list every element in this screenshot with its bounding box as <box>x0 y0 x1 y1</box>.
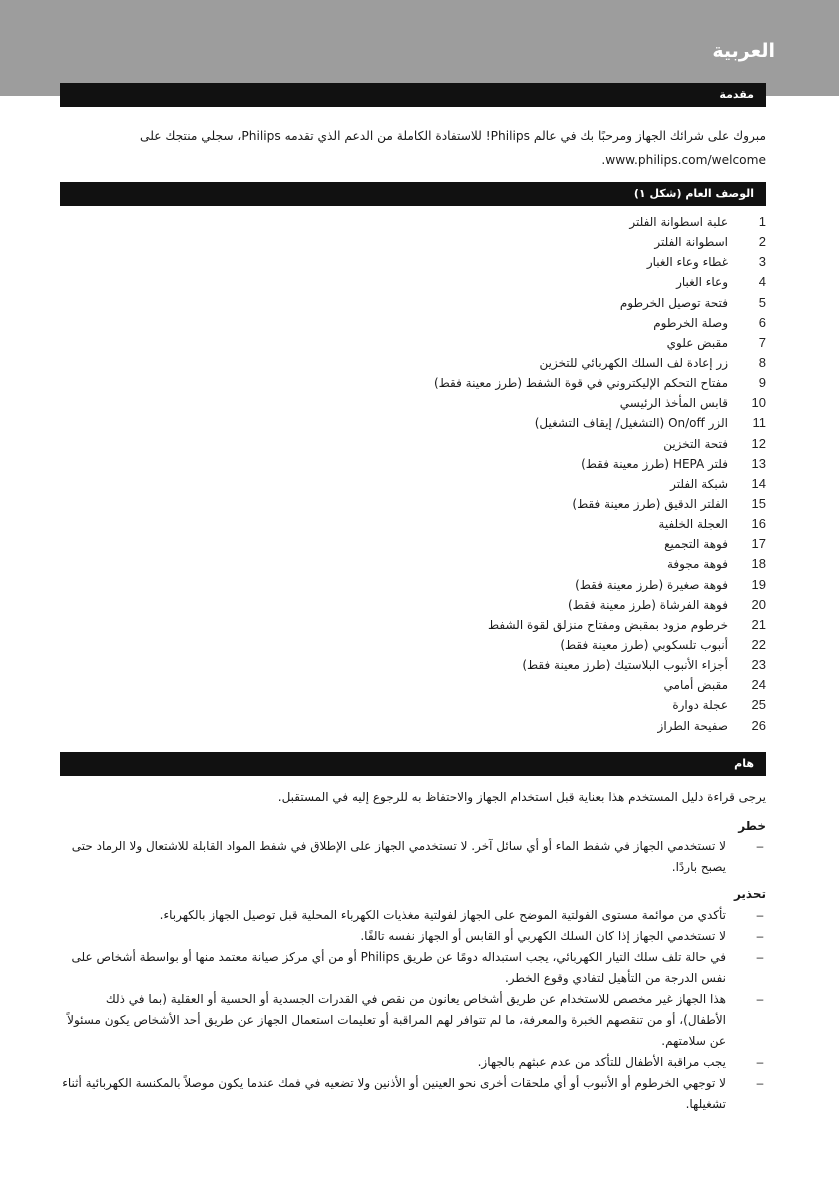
warning-heading: تحذير <box>733 887 766 901</box>
part-item <box>166 474 766 494</box>
part-item <box>166 413 766 433</box>
part-number: 16 <box>751 516 766 532</box>
part-item <box>166 232 766 252</box>
part-label: شبكة الفلتر <box>670 476 728 491</box>
bullet-text: لا توجهي الخرطوم أو الأنبوب أو أي ملحقات أخرى نحو العينين أو الأذنين ولا تضعيه في فمك عندما يكون موصلاً بالمكنسة الكهربائية أثناء تشغيلها. <box>62 1076 726 1111</box>
part-label: قابس المأخذ الرئيسي <box>619 396 728 411</box>
part-number: 22 <box>751 636 766 652</box>
part-label: مفتاح التحكم الإليكتروني في قوة الشفط (طرز معينة فقط) <box>433 376 728 391</box>
part-label: العجلة الخلفية <box>658 517 728 532</box>
parts-list <box>166 212 766 736</box>
part-label: وصلة الخرطوم <box>653 315 728 330</box>
part-label: عجلة دوارة <box>672 698 728 713</box>
intro-paragraph: مبروك على شرائك الجهاز ومرحبًا بك في عالم Philips! للاستفادة الكاملة من الدعم الذي تقدمه Philips، سجلي منتجك على www.philips.com/welcome. <box>140 129 766 167</box>
bullet-item <box>60 905 766 926</box>
bullet-dash: – <box>756 1076 764 1090</box>
bullet-dash: – <box>756 1055 764 1069</box>
part-number: 20 <box>751 596 766 612</box>
part-label: مقبض أمامي <box>663 678 728 693</box>
part-number: 15 <box>751 495 766 511</box>
bullet-text: هذا الجهاز غير مخصص للاستخدام عن طريق أشخاص يعانون من نقص في القدرات الجسدية أو الحسية أو العقلية (بما في ذلك الأطفال)، أو من تنقصهم الخبرة والمعرفة، ما لم تتوافر لهم المراقبة أو تعليمات استعمال الجهاز عن طريق أحد الأشخاص يكون مسئولاً عن سلامتهم. <box>67 992 726 1048</box>
part-number: 21 <box>751 616 766 632</box>
bullet-item <box>60 989 766 1052</box>
bullet-dash: – <box>756 839 764 853</box>
part-item <box>166 454 766 474</box>
part-label: الزر On/off (التشغيل/ إيقاف التشغيل) <box>534 416 728 431</box>
bullet-dash: – <box>756 992 764 1006</box>
bullet-item <box>60 947 766 989</box>
warning-list <box>60 905 766 1115</box>
part-number: 6 <box>758 314 766 330</box>
danger-list <box>60 836 766 878</box>
part-number: 11 <box>752 415 766 431</box>
part-item <box>166 635 766 655</box>
part-item <box>166 655 766 675</box>
part-label: أنبوب تلسكوبي (طرز معينة فقط) <box>560 637 728 652</box>
section-bar-introduction <box>60 83 766 107</box>
bullet-item <box>60 926 766 947</box>
part-item <box>166 252 766 272</box>
part-number: 26 <box>751 717 766 733</box>
part-label: فتحة التخزين <box>663 436 728 451</box>
part-label: مقبض علوي <box>666 335 728 350</box>
part-item <box>166 615 766 635</box>
part-number: 8 <box>758 354 766 370</box>
section-title-general-description: الوصف العام (شكل ١) <box>633 187 754 200</box>
part-number: 25 <box>751 697 766 713</box>
part-item <box>166 393 766 413</box>
section-title-introduction: مقدمة <box>719 88 754 101</box>
part-label: اسطوانة الفلتر <box>654 235 728 250</box>
part-item <box>166 675 766 695</box>
part-label: صفيحة الطراز <box>657 718 728 733</box>
bullet-text: يجب مراقبة الأطفال للتأكد من عدم عبثهم بالجهاز. <box>477 1055 726 1069</box>
part-label: غطاء وعاء الغبار <box>646 255 728 270</box>
part-number: 2 <box>758 234 766 250</box>
part-item <box>166 313 766 333</box>
part-label: أجزاء الأنبوب البلاستيك (طرز معينة فقط) <box>522 658 728 673</box>
part-number: 18 <box>751 556 766 572</box>
part-label: زر إعادة لف السلك الكهربائي للتخزين <box>539 355 728 370</box>
language-title: العربية <box>712 40 775 62</box>
part-item <box>166 293 766 313</box>
part-item <box>166 494 766 514</box>
bullet-text: لا تستخدمي الجهاز في شفط الماء أو أي سائل آخر. لا تستخدمي الجهاز على الإطلاق في شفط المواد القابلة للاشتعال ولا الرماد حتى يصبح باردًا. <box>71 839 726 874</box>
part-item <box>166 272 766 292</box>
part-label: فتحة توصيل الخرطوم <box>619 295 728 310</box>
part-item <box>166 353 766 373</box>
part-item <box>166 716 766 736</box>
section-bar-important <box>60 752 766 776</box>
part-number: 13 <box>751 455 766 471</box>
part-label: فوهة صغيرة (طرز معينة فقط) <box>575 577 728 592</box>
part-number: 14 <box>751 475 766 491</box>
part-number: 4 <box>758 274 766 290</box>
part-item <box>166 695 766 715</box>
bullet-item <box>60 1073 766 1115</box>
part-label: فلتر HEPA (طرز معينة فقط) <box>581 456 728 471</box>
bullet-text: في حالة تلف سلك التيار الكهربائي، يجب استبداله دومًا عن طريق Philips أو من أي مركز صيانة معتمد منها أو بواسطة أشخاص على نفس الدرجة من التأهيل لتفادي وقوع الخطر. <box>71 950 726 985</box>
section-bar-general-description <box>60 182 766 206</box>
part-item <box>166 434 766 454</box>
part-item <box>166 373 766 393</box>
part-item <box>166 534 766 554</box>
part-number: 19 <box>751 576 766 592</box>
bullet-dash: – <box>756 908 764 922</box>
part-label: الفلتر الدقيق (طرز معينة فقط) <box>572 496 728 511</box>
part-label: علبة اسطوانة الفلتر <box>629 215 728 229</box>
part-number: 9 <box>758 375 766 391</box>
bullet-dash: – <box>756 929 764 943</box>
part-item <box>166 333 766 353</box>
bullet-dash: – <box>756 950 764 964</box>
part-number: 12 <box>751 435 766 451</box>
danger-heading: خطر <box>738 819 766 833</box>
part-label: فوهة التجميع <box>664 537 728 552</box>
part-number: 7 <box>758 334 766 350</box>
part-number: 3 <box>758 254 766 270</box>
part-item <box>166 595 766 615</box>
part-item <box>166 575 766 595</box>
bullet-text: تأكدي من موائمة مستوى الفولتية الموضح على الجهاز لفولتية مغذيات الكهرباء المحلية قبل توصيل الجهاز بالكهرباء. <box>159 908 726 922</box>
part-label: فوهة مجوفة <box>666 557 728 572</box>
section-title-important: هام <box>734 757 754 770</box>
part-label: خرطوم مزود بمقبض ومفتاح منزلق لقوة الشفط <box>488 617 728 632</box>
part-item <box>166 514 766 534</box>
part-number: 10 <box>751 395 766 411</box>
bullet-item <box>60 836 766 878</box>
part-item <box>166 554 766 574</box>
part-number: 5 <box>758 294 766 310</box>
part-number: 23 <box>751 657 766 673</box>
part-number: 17 <box>751 536 766 552</box>
part-number: 1 <box>758 214 766 229</box>
bullet-item <box>60 1052 766 1073</box>
part-label: فوهة الفرشاة (طرز معينة فقط) <box>567 597 728 612</box>
bullet-text: لا تستخدمي الجهاز إذا كان السلك الكهربي أو القابس أو الجهاز نفسه تالفًا. <box>360 929 726 943</box>
part-item <box>166 212 766 232</box>
important-intro: يرجى قراءة دليل المستخدم هذا بعناية قبل استخدام الجهاز والاحتفاظ به للرجوع إليه في المستقبل. <box>277 790 766 804</box>
part-number: 24 <box>751 677 766 693</box>
part-label: وعاء الغبار <box>676 275 728 290</box>
